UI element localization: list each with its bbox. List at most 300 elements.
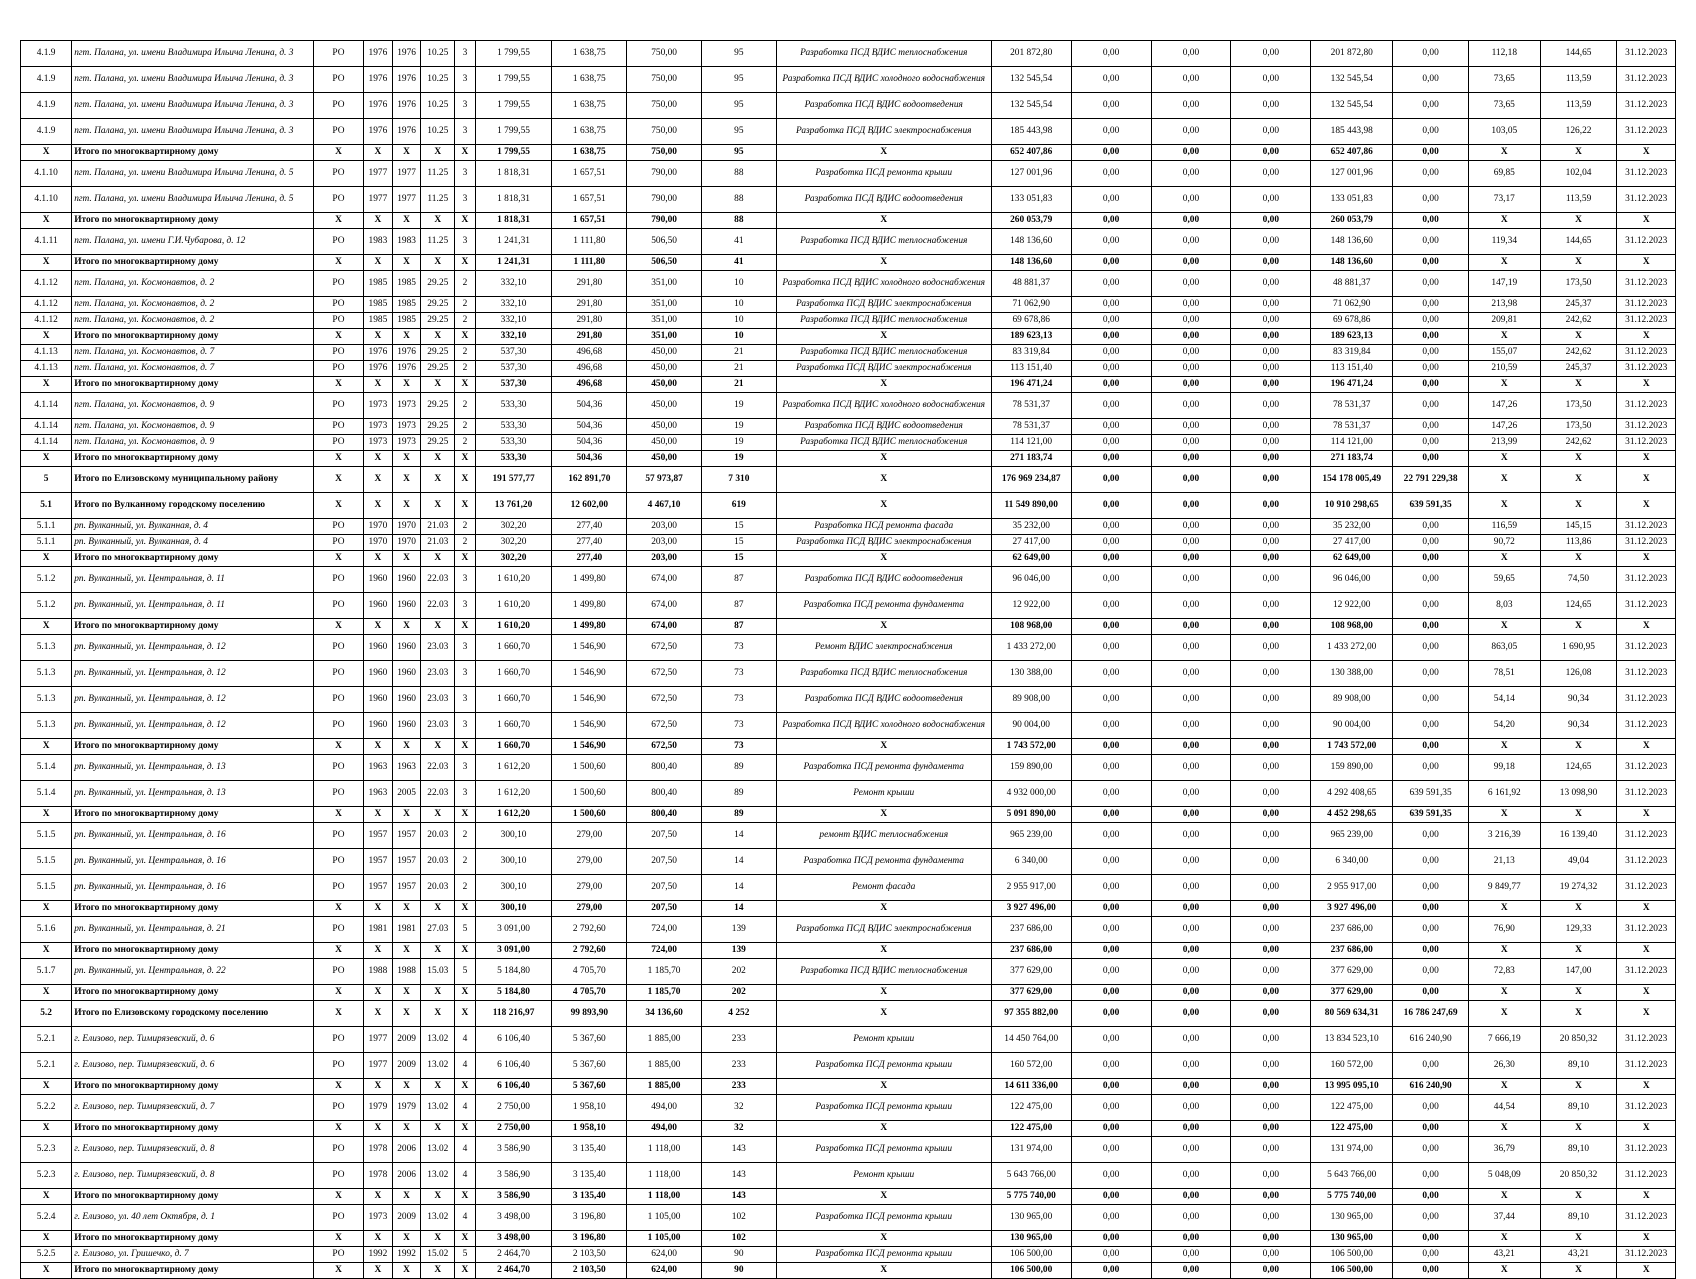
- table-cell: 724,00: [627, 943, 702, 959]
- table-cell: 118 216,97: [475, 1001, 552, 1027]
- table-cell: 10.25: [421, 41, 455, 67]
- table-cell: 13.02: [421, 1027, 455, 1053]
- table-cell: 0,00: [1231, 755, 1311, 781]
- table-cell: 31.12.2023: [1617, 1163, 1676, 1189]
- table-cell: 0,00: [1071, 1231, 1151, 1247]
- table-cell: 76,90: [1468, 917, 1540, 943]
- table-cell: 20 850,32: [1540, 1163, 1617, 1189]
- table-cell: 639 591,35: [1393, 781, 1469, 807]
- table-cell: 1 546,90: [552, 713, 627, 739]
- table-cell: 4.1.12: [21, 297, 72, 313]
- table-cell: 279,00: [552, 901, 627, 917]
- table-cell: 0,00: [1231, 1231, 1311, 1247]
- table-cell: X: [364, 1189, 393, 1205]
- table-cell: 23.03: [421, 635, 455, 661]
- table-cell: 133 051,83: [991, 187, 1071, 213]
- table-cell: 1960: [364, 593, 393, 619]
- table-cell: 0,00: [1151, 959, 1231, 985]
- table-cell: 0,00: [1393, 329, 1469, 345]
- table-cell: 10.25: [421, 119, 455, 145]
- table-cell: X: [776, 985, 991, 1001]
- table-cell: 291,80: [552, 313, 627, 329]
- table-cell: рп. Вулканный, ул. Центральная, д. 12: [72, 661, 314, 687]
- table-cell: Разработка ПСД ВДИС электроснабжения: [776, 361, 991, 377]
- table-cell: 191 577,77: [475, 467, 552, 493]
- table-cell: 1988: [364, 959, 393, 985]
- table-cell: 237 686,00: [991, 917, 1071, 943]
- table-cell: 1 610,20: [475, 593, 552, 619]
- table-cell: X: [1468, 619, 1540, 635]
- table-cell: 0,00: [1393, 875, 1469, 901]
- table-cell: г. Елизово, пер. Тимирязевский, д. 8: [72, 1163, 314, 1189]
- table-cell: 5 091 890,00: [991, 807, 1071, 823]
- table-cell: 106 500,00: [1311, 1263, 1393, 1279]
- table-cell: Итого по многоквартирному дому: [72, 943, 314, 959]
- table-cell: 90,72: [1468, 535, 1540, 551]
- table-cell: рп. Вулканный, ул. Центральная, д. 12: [72, 713, 314, 739]
- table-body: [21, 41, 1676, 1279]
- table-cell: 1976: [364, 345, 393, 361]
- table-cell: 790,00: [627, 161, 702, 187]
- table-cell: 0,00: [1393, 419, 1469, 435]
- table-cell: 3: [455, 187, 475, 213]
- table-cell: X: [392, 255, 421, 271]
- table-cell: РО: [313, 535, 363, 551]
- table-cell: 3 498,00: [475, 1205, 552, 1231]
- table-cell: 4.1.9: [21, 93, 72, 119]
- table-cell: X: [1617, 493, 1676, 519]
- table-cell: 242,62: [1540, 345, 1617, 361]
- table-cell: 3: [455, 93, 475, 119]
- table-cell: 0,00: [1231, 739, 1311, 755]
- table-cell: 1977: [364, 187, 393, 213]
- table-cell: 21: [701, 345, 776, 361]
- subtotal-row: [21, 255, 1676, 271]
- table-cell: 2 103,50: [552, 1247, 627, 1263]
- table-cell: 31.12.2023: [1617, 271, 1676, 297]
- table-cell: 34 136,60: [627, 1001, 702, 1027]
- table-cell: X: [1540, 145, 1617, 161]
- table-cell: 89: [701, 755, 776, 781]
- table-cell: 0,00: [1231, 849, 1311, 875]
- table-cell: 0,00: [1231, 661, 1311, 687]
- table-cell: 0,00: [1071, 377, 1151, 393]
- table-cell: 4.1.10: [21, 187, 72, 213]
- table-cell: 1977: [392, 161, 421, 187]
- table-cell: 260 053,79: [1311, 213, 1393, 229]
- table-cell: 143: [701, 1189, 776, 1205]
- table-cell: X: [421, 377, 455, 393]
- table-cell: X: [313, 1189, 363, 1205]
- table-cell: 78 531,37: [991, 393, 1071, 419]
- table-cell: 0,00: [1151, 451, 1231, 467]
- table-cell: 0,00: [1231, 713, 1311, 739]
- table-cell: X: [21, 1231, 72, 1247]
- table-cell: Итого по многоквартирному дому: [72, 1231, 314, 1247]
- table-cell: 5.1.4: [21, 755, 72, 781]
- table-cell: 1 657,51: [552, 187, 627, 213]
- table-cell: X: [313, 985, 363, 1001]
- table-cell: 0,00: [1231, 593, 1311, 619]
- table-cell: X: [392, 739, 421, 755]
- table-cell: 1976: [392, 93, 421, 119]
- table-cell: 0,00: [1071, 781, 1151, 807]
- table-cell: 4.1.9: [21, 67, 72, 93]
- table-cell: 300,10: [475, 875, 552, 901]
- table-cell: 0,00: [1393, 551, 1469, 567]
- table-cell: рп. Вулканный, ул. Центральная, д. 11: [72, 593, 314, 619]
- table-cell: 41: [701, 255, 776, 271]
- table-cell: X: [21, 255, 72, 271]
- table-cell: 1 885,00: [627, 1079, 702, 1095]
- table-cell: 1 118,00: [627, 1163, 702, 1189]
- table-cell: X: [1468, 807, 1540, 823]
- table-cell: 1 500,60: [552, 755, 627, 781]
- table-cell: 0,00: [1151, 393, 1231, 419]
- table-cell: X: [1617, 467, 1676, 493]
- table-cell: 73: [701, 635, 776, 661]
- table-cell: 8,03: [1468, 593, 1540, 619]
- table-cell: 71 062,90: [991, 297, 1071, 313]
- table-cell: 0,00: [1151, 41, 1231, 67]
- table-cell: 69 678,86: [1311, 313, 1393, 329]
- table-cell: 0,00: [1151, 823, 1231, 849]
- table-cell: 160 572,00: [1311, 1053, 1393, 1079]
- table-cell: 89: [701, 807, 776, 823]
- table-cell: 90,34: [1540, 713, 1617, 739]
- table-cell: X: [364, 901, 393, 917]
- table-cell: 31.12.2023: [1617, 67, 1676, 93]
- table-cell: X: [364, 551, 393, 567]
- table-cell: пгт. Палана, ул. Космонавтов, д. 9: [72, 419, 314, 435]
- table-cell: 0,00: [1071, 687, 1151, 713]
- table-cell: 21.03: [421, 535, 455, 551]
- table-cell: X: [421, 493, 455, 519]
- table-cell: 4: [455, 1205, 475, 1231]
- table-cell: 143: [701, 1163, 776, 1189]
- table-cell: X: [392, 901, 421, 917]
- table-cell: 0,00: [1231, 1079, 1311, 1095]
- table-cell: 3 927 496,00: [991, 901, 1071, 917]
- table-cell: 2: [455, 271, 475, 297]
- table-cell: 31.12.2023: [1617, 1095, 1676, 1121]
- table-cell: 1976: [392, 119, 421, 145]
- table-cell: 0,00: [1231, 985, 1311, 1001]
- table-cell: 16 139,40: [1540, 823, 1617, 849]
- table-cell: 3 586,90: [475, 1137, 552, 1163]
- table-cell: 537,30: [475, 345, 552, 361]
- table-cell: 31.12.2023: [1617, 1137, 1676, 1163]
- table-cell: Разработка ПСД ВДИС водоотведения: [776, 687, 991, 713]
- table-cell: 0,00: [1071, 959, 1151, 985]
- table-cell: Ремонт крыши: [776, 1027, 991, 1053]
- table-cell: 351,00: [627, 329, 702, 345]
- table-cell: 176 969 234,87: [991, 467, 1071, 493]
- table-cell: 3: [455, 229, 475, 255]
- table-cell: 351,00: [627, 297, 702, 313]
- table-cell: 3: [455, 567, 475, 593]
- table-cell: 10 910 298,65: [1311, 493, 1393, 519]
- table-cell: 0,00: [1071, 917, 1151, 943]
- table-cell: 1960: [364, 661, 393, 687]
- table-cell: 5: [455, 959, 475, 985]
- table-cell: 1973: [364, 1205, 393, 1231]
- table-cell: X: [1540, 943, 1617, 959]
- table-cell: 14: [701, 849, 776, 875]
- table-cell: 22.03: [421, 755, 455, 781]
- table-cell: 5.1.7: [21, 959, 72, 985]
- table-cell: 0,00: [1151, 1053, 1231, 1079]
- table-cell: 126,22: [1540, 119, 1617, 145]
- table-cell: 1960: [392, 687, 421, 713]
- table-cell: 97 355 882,00: [991, 1001, 1071, 1027]
- table-cell: 5.1.3: [21, 635, 72, 661]
- table-cell: 0,00: [1231, 213, 1311, 229]
- table-cell: 1 638,75: [552, 41, 627, 67]
- table-cell: 1960: [392, 713, 421, 739]
- table-cell: 0,00: [1071, 297, 1151, 313]
- table-cell: 0,00: [1231, 297, 1311, 313]
- table-cell: 0,00: [1393, 213, 1469, 229]
- table-cell: 1960: [392, 635, 421, 661]
- table-cell: 29.25: [421, 361, 455, 377]
- table-cell: 22.03: [421, 593, 455, 619]
- table-cell: 2 955 917,00: [1311, 875, 1393, 901]
- table-cell: 31.12.2023: [1617, 161, 1676, 187]
- table-cell: 0,00: [1071, 419, 1151, 435]
- table-cell: 113,59: [1540, 187, 1617, 213]
- table-cell: 0,00: [1393, 451, 1469, 467]
- table-row: [21, 875, 1676, 901]
- table-cell: 12 922,00: [1311, 593, 1393, 619]
- table-cell: 1988: [392, 959, 421, 985]
- subtotal-row: [21, 807, 1676, 823]
- table-cell: РО: [313, 1053, 363, 1079]
- table-cell: 114 121,00: [1311, 435, 1393, 451]
- table-cell: 0,00: [1071, 271, 1151, 297]
- table-cell: РО: [313, 849, 363, 875]
- table-cell: 0,00: [1231, 377, 1311, 393]
- table-cell: 0,00: [1393, 739, 1469, 755]
- table-cell: X: [455, 213, 475, 229]
- table-cell: X: [1540, 377, 1617, 393]
- table-cell: 496,68: [552, 345, 627, 361]
- table-cell: X: [1468, 551, 1540, 567]
- table-cell: X: [776, 329, 991, 345]
- table-cell: 0,00: [1231, 329, 1311, 345]
- table-cell: 1 818,31: [475, 213, 552, 229]
- table-cell: 0,00: [1151, 229, 1231, 255]
- table-cell: 1960: [364, 567, 393, 593]
- table-cell: Итого по многоквартирному дому: [72, 255, 314, 271]
- table-cell: 0,00: [1231, 959, 1311, 985]
- table-cell: 1 546,90: [552, 635, 627, 661]
- table-cell: 0,00: [1151, 271, 1231, 297]
- table-cell: X: [364, 377, 393, 393]
- subtotal-row: [21, 467, 1676, 493]
- table-cell: 89 908,00: [991, 687, 1071, 713]
- table-cell: 130 388,00: [991, 661, 1071, 687]
- table-cell: РО: [313, 419, 363, 435]
- table-cell: пгт. Палана, ул. имени Г.И.Чубарова, д. 12: [72, 229, 314, 255]
- table-cell: X: [313, 1231, 363, 1247]
- table-cell: 23.03: [421, 687, 455, 713]
- table-cell: 43,21: [1468, 1247, 1540, 1263]
- table-cell: 2: [455, 435, 475, 451]
- table-cell: 3 091,00: [475, 917, 552, 943]
- table-cell: 6 106,40: [475, 1027, 552, 1053]
- table-cell: 78 531,37: [1311, 419, 1393, 435]
- table-cell: пгт. Палана, ул. Космонавтов, д. 2: [72, 297, 314, 313]
- table-cell: 0,00: [1393, 849, 1469, 875]
- table-cell: 1976: [392, 345, 421, 361]
- table-cell: X: [455, 1121, 475, 1137]
- table-cell: 130 965,00: [1311, 1205, 1393, 1231]
- table-cell: 147,26: [1468, 419, 1540, 435]
- table-cell: 10: [701, 271, 776, 297]
- table-cell: 0,00: [1393, 435, 1469, 451]
- table-cell: X: [421, 255, 455, 271]
- table-cell: 0,00: [1151, 67, 1231, 93]
- table-cell: 147,19: [1468, 271, 1540, 297]
- table-cell: 129,33: [1540, 917, 1617, 943]
- subtotal-row: [21, 493, 1676, 519]
- table-cell: 1 185,70: [627, 985, 702, 1001]
- table-row: [21, 823, 1676, 849]
- table-cell: 624,00: [627, 1263, 702, 1279]
- table-cell: 450,00: [627, 361, 702, 377]
- table-cell: X: [364, 1001, 393, 1027]
- table-cell: 132 545,54: [991, 93, 1071, 119]
- table-cell: X: [313, 1001, 363, 1027]
- table-cell: 1985: [364, 313, 393, 329]
- table-cell: 0,00: [1231, 119, 1311, 145]
- table-cell: 1976: [364, 93, 393, 119]
- table-cell: 0,00: [1393, 145, 1469, 161]
- table-cell: 0,00: [1231, 943, 1311, 959]
- table-cell: 49,04: [1540, 849, 1617, 875]
- table-cell: Разработка ПСД ВДИС холодного водоснабжения: [776, 713, 991, 739]
- table-row: [21, 1137, 1676, 1163]
- table-cell: Разработка ПСД ВДИС теплоснабжения: [776, 661, 991, 687]
- table-cell: 0,00: [1071, 213, 1151, 229]
- table-cell: X: [1468, 255, 1540, 271]
- subtotal-row: [21, 1231, 1676, 1247]
- table-cell: 0,00: [1231, 1121, 1311, 1137]
- table-cell: X: [455, 377, 475, 393]
- table-cell: 279,00: [552, 875, 627, 901]
- table-cell: 1979: [364, 1095, 393, 1121]
- table-row: [21, 959, 1676, 985]
- table-row: [21, 93, 1676, 119]
- table-cell: X: [1540, 985, 1617, 1001]
- table-cell: 16 786 247,69: [1393, 1001, 1469, 1027]
- table-cell: 6 161,92: [1468, 781, 1540, 807]
- table-cell: 237 686,00: [1311, 917, 1393, 943]
- table-cell: X: [455, 619, 475, 635]
- table-cell: 133 051,83: [1311, 187, 1393, 213]
- table-cell: 0,00: [1231, 1163, 1311, 1189]
- table-cell: РО: [313, 435, 363, 451]
- table-cell: 300,10: [475, 823, 552, 849]
- table-cell: 13 098,90: [1540, 781, 1617, 807]
- table-cell: 29.25: [421, 313, 455, 329]
- table-cell: 21: [701, 377, 776, 393]
- table-cell: рп. Вулканный, ул. Центральная, д. 12: [72, 635, 314, 661]
- table-cell: 116,59: [1468, 519, 1540, 535]
- table-cell: 89,10: [1540, 1205, 1617, 1231]
- table-cell: 31.12.2023: [1617, 41, 1676, 67]
- table-cell: 5.2.4: [21, 1205, 72, 1231]
- table-cell: 0,00: [1071, 493, 1151, 519]
- table-cell: X: [1540, 329, 1617, 345]
- table-cell: 5.2.2: [21, 1095, 72, 1121]
- table-cell: 213,99: [1468, 435, 1540, 451]
- table-cell: 13 761,20: [475, 493, 552, 519]
- table-cell: X: [364, 1079, 393, 1095]
- table-cell: 0,00: [1231, 535, 1311, 551]
- table-cell: 4.1.14: [21, 419, 72, 435]
- table-cell: X: [1617, 739, 1676, 755]
- table-cell: 0,00: [1071, 1079, 1151, 1095]
- table-cell: X: [455, 255, 475, 271]
- table-cell: 3 091,00: [475, 943, 552, 959]
- table-cell: РО: [313, 875, 363, 901]
- table-cell: 1992: [392, 1247, 421, 1263]
- table-cell: 5 048,09: [1468, 1163, 1540, 1189]
- table-cell: X: [776, 1001, 991, 1027]
- table-cell: 0,00: [1231, 551, 1311, 567]
- table-cell: X: [364, 1263, 393, 1279]
- table-row: [21, 713, 1676, 739]
- table-cell: 1 111,80: [552, 255, 627, 271]
- table-cell: 3: [455, 781, 475, 807]
- table-cell: 506,50: [627, 229, 702, 255]
- table-cell: рп. Вулканный, ул. Центральная, д. 12: [72, 687, 314, 713]
- table-cell: 4.1.10: [21, 161, 72, 187]
- table-cell: 29.25: [421, 345, 455, 361]
- table-cell: 3: [455, 661, 475, 687]
- table-cell: 0,00: [1231, 901, 1311, 917]
- table-cell: X: [1468, 1263, 1540, 1279]
- table-cell: 1 660,70: [475, 739, 552, 755]
- table-cell: Ремонт фасада: [776, 875, 991, 901]
- table-cell: 0,00: [1071, 1205, 1151, 1231]
- table-cell: X: [392, 619, 421, 635]
- table-cell: 1 185,70: [627, 959, 702, 985]
- table-cell: 48 881,37: [991, 271, 1071, 297]
- table-cell: 0,00: [1393, 297, 1469, 313]
- table-cell: РО: [313, 519, 363, 535]
- table-cell: 0,00: [1071, 1027, 1151, 1053]
- table-cell: X: [1540, 1189, 1617, 1205]
- table-cell: 1 241,31: [475, 255, 552, 271]
- table-cell: 108 968,00: [1311, 619, 1393, 635]
- table-cell: X: [21, 145, 72, 161]
- table-cell: 5.1.3: [21, 713, 72, 739]
- table-cell: 173,50: [1540, 271, 1617, 297]
- table-cell: 0,00: [1231, 361, 1311, 377]
- table-cell: 89,10: [1540, 1137, 1617, 1163]
- table-cell: 1 610,20: [475, 567, 552, 593]
- table-cell: 122 475,00: [991, 1121, 1071, 1137]
- table-cell: 3 196,80: [552, 1205, 627, 1231]
- table-cell: 0,00: [1151, 917, 1231, 943]
- table-cell: 1 612,20: [475, 781, 552, 807]
- table-cell: пгт. Палана, ул. имени Владимира Ильича Ленина, д. 3: [72, 67, 314, 93]
- table-cell: 0,00: [1151, 781, 1231, 807]
- table-cell: 1976: [392, 361, 421, 377]
